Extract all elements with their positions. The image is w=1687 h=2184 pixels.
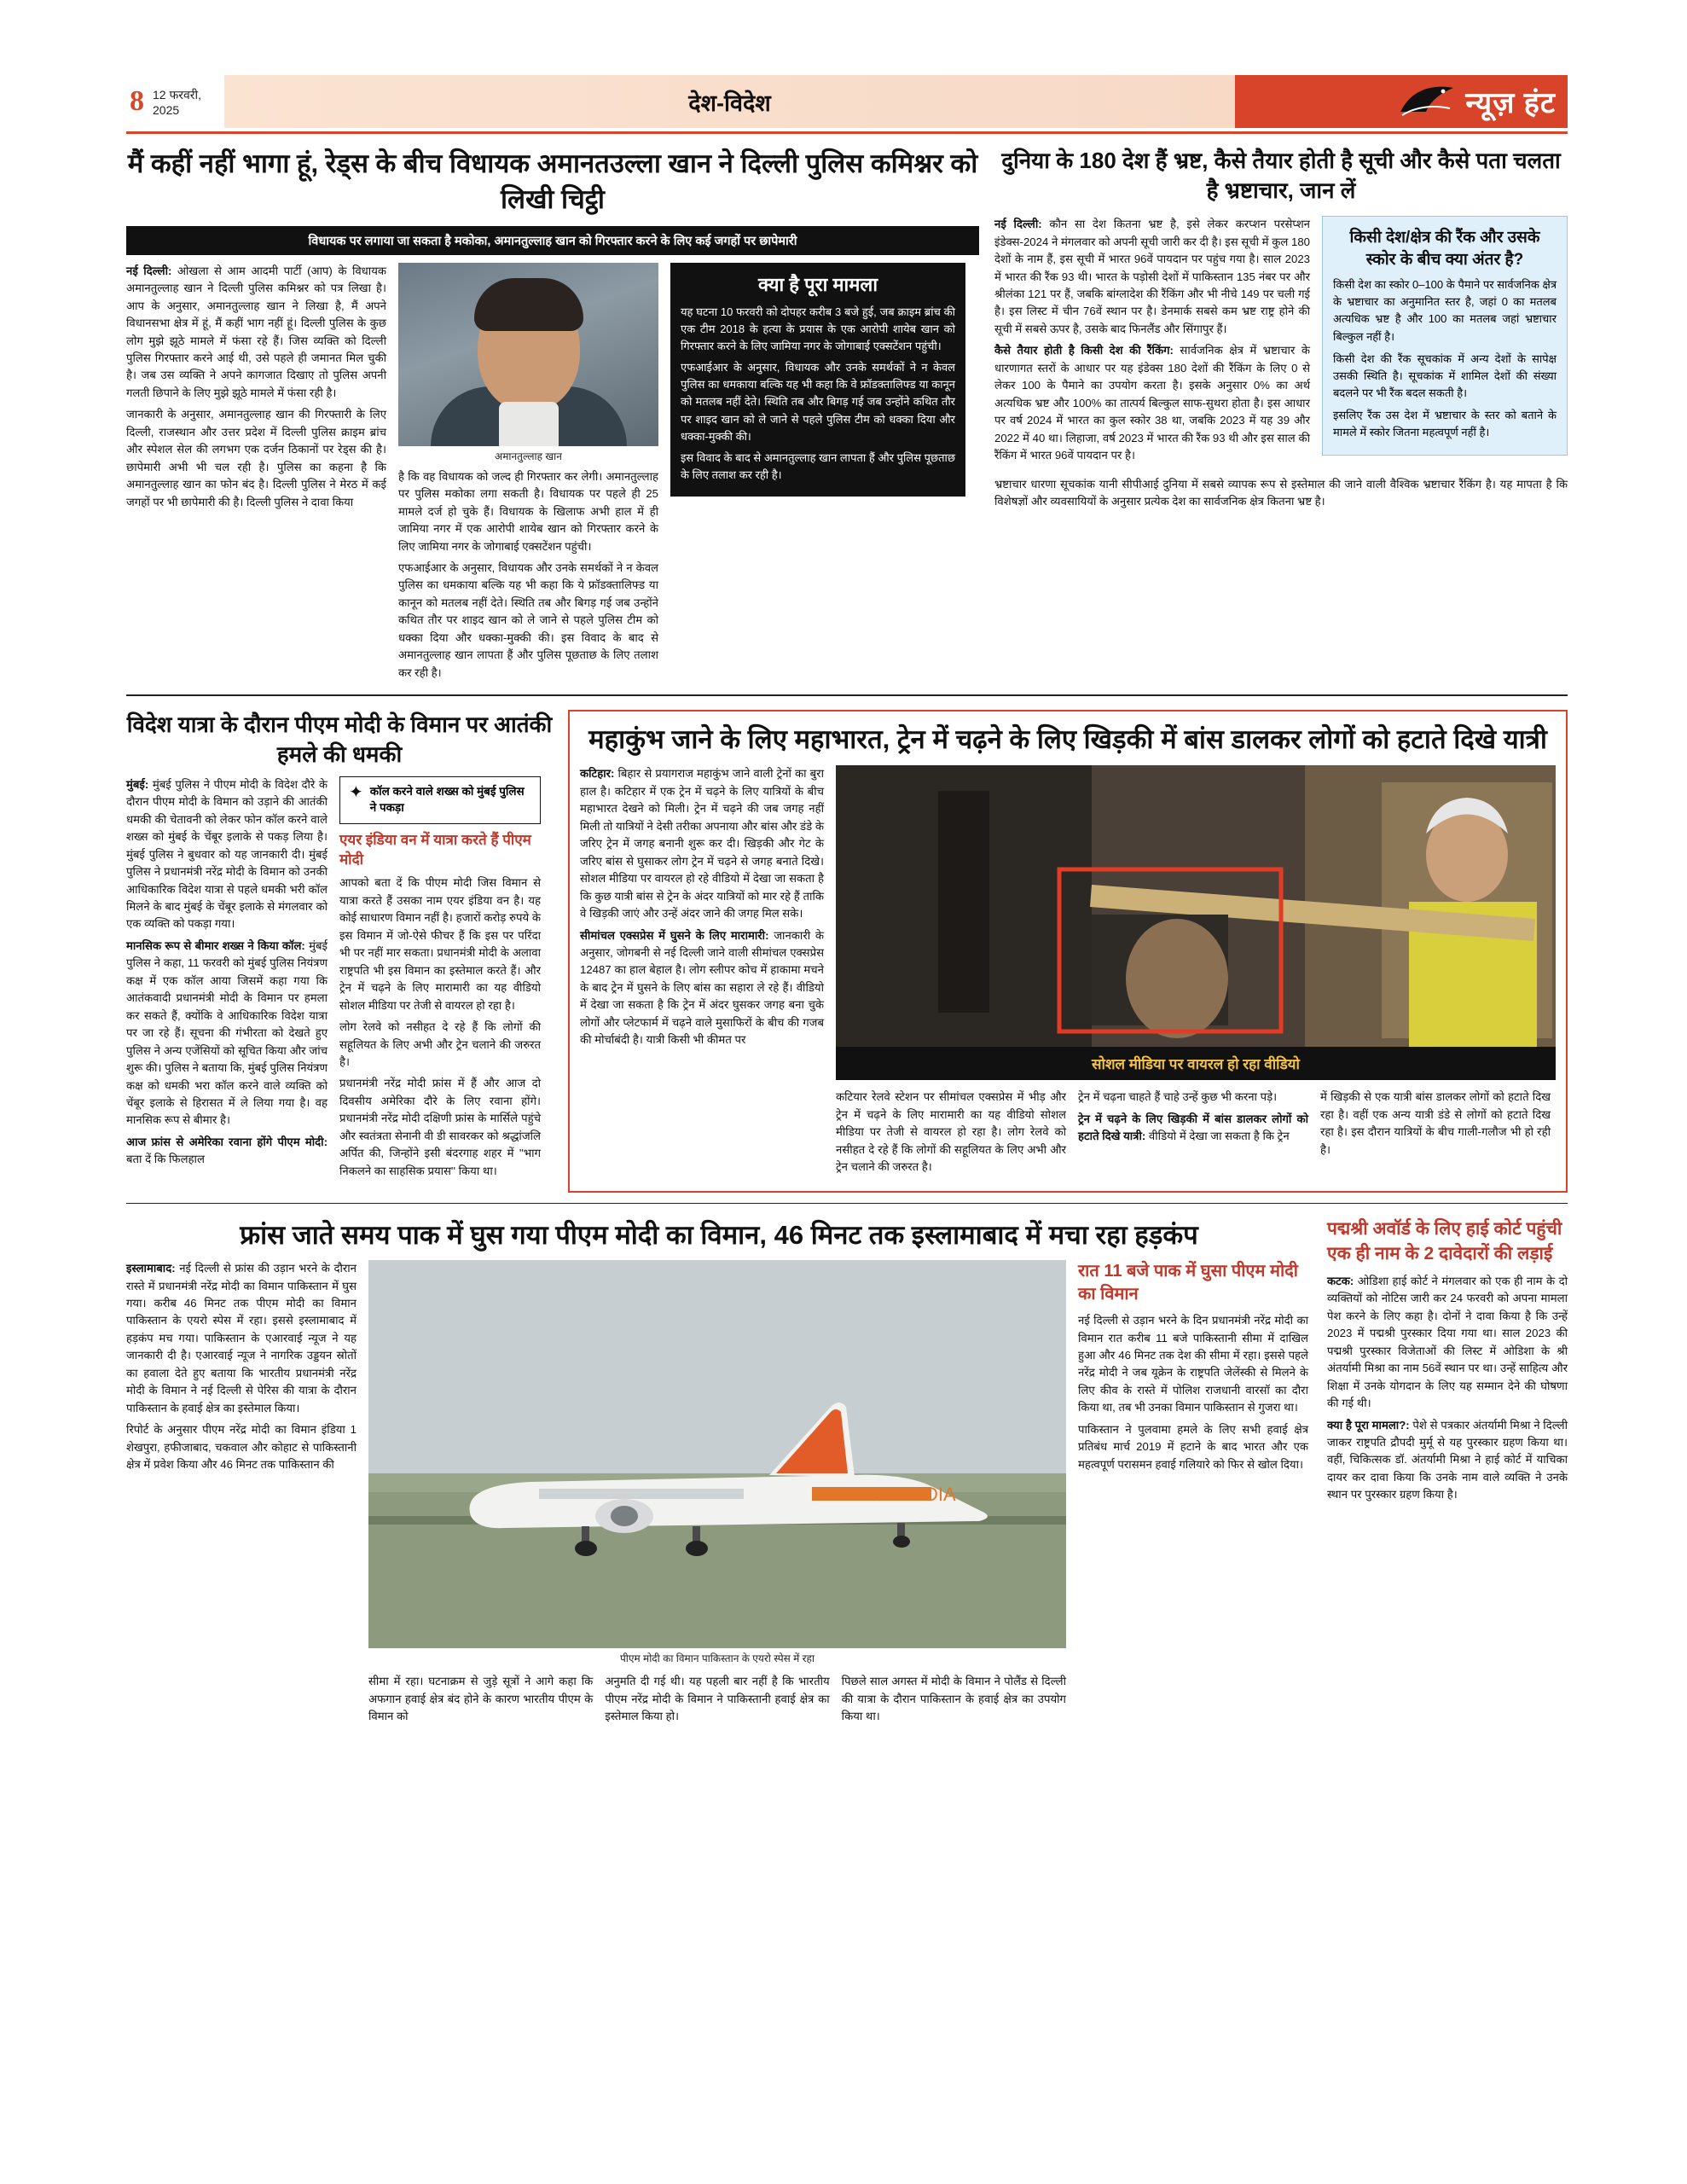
paragraph: ट्रेन में चढ़ने के लिए खिड़की में बांस डालकर लोगों को हटाते दिखे यात्री: वीडियो में देखा जा सकता है कि ट्रेन	[1078, 1112, 1308, 1143]
svg-text:भारत: भारत	[850, 1484, 887, 1506]
story-mahakumbh-headline: महाकुंभ जाने के लिए महाभारत, ट्रेन में चढ़ने के लिए खिड़की में बांस डालकर लोगों को हटाते दिखे यात्री	[588, 723, 1547, 754]
masthead-left	[126, 75, 224, 128]
paragraph: लोग रेलवे को नसीहत दे रहे हैं कि लोगों की सहूलियत के लिए अभी और ट्रेन चलाने की जरुरत है।	[339, 1020, 541, 1068]
photo-caption: अमानतुल्लाह खान	[495, 450, 562, 462]
paragraph: मुंबई: मुंबई पुलिस ने पीएम मोदी के विदेश दौरे के दौरान पीएम मोदी के विमान को उड़ाने की आतंकी धमकी की चेतावनी को लेकर फोन कॉल करने वाले शख्स को मुंबई के चेंबूर इलाके से पकड़ लिया है। मुंबई पुलिस ने बुधवार को यह जानकारी दी। मुंबई पुलिस ने प्रधानमंत्री नरेंद्र मोदी के विमान को उनकी आधिकारिक विदेश यात्रा से पहले धमकी भरी कॉल मिलने के बाद मुंबई के चेंबूर इलाके से मंगलवार को एक व्यक्ति को पकड़ा गया।	[126, 777, 328, 931]
paragraph: इसलिए रैंक उस देश में भ्रष्टाचार के स्तर को बताने के मामले में स्कोर जितना महत्वपूर्ण नहीं है।	[1333, 409, 1557, 439]
paragraph: पिछले साल अगस्त में मोदी के विमान ने पोलैंड से दिल्ली की यात्रा के दौरान पाकिस्तान के हवाई क्षेत्र का उपयोग किया था।	[841, 1675, 1066, 1722]
story-pak-sub3	[842, 1673, 1066, 1729]
story-mahakumbh-sub3	[1320, 1089, 1551, 1180]
subhead: एयर इंडिया वन में यात्रा करते हैं पीएम मोदी	[339, 831, 531, 868]
amanatullah-photo	[398, 263, 658, 446]
story-amanatullah	[126, 146, 979, 686]
bird-icon	[1397, 83, 1457, 120]
video-caption: सोशल मीडिया पर वायरल हो रहा वीडियो	[836, 1047, 1556, 1080]
masthead-rule	[126, 131, 1568, 134]
sidebox-title: किसी देश/क्षेत्र की रैंक और उसके स्कोर के बीच क्या अंतर है?	[1349, 229, 1540, 270]
aircraft-photo	[368, 1260, 1066, 1648]
story-padmashri-headline: पद्मश्री अवॉर्ड के लिए हाई कोर्ट पहुंची एक ही नाम के 2 दावेदारों की लड़ाई	[1327, 1219, 1562, 1263]
story-corruption-col1	[994, 216, 1310, 468]
band-divider	[126, 694, 1568, 696]
story-pak-headline: फ्रांस जाते समय पाक में घुस गया पीएम मोदी का विमान, 46 मिनट तक इस्लामाबाद में मचा रहा हड़कंप	[240, 1220, 1198, 1251]
paragraph: एफआईआर के अनुसार, विधायक और उनके समर्थकों ने न केवल पुलिस का धमकाया बल्कि यह भी कहा कि ये फ्रॉडक्तालिफ्ड या कानून को मतलब नहीं देते। स्थिति तब और बिगड़ गई जब उन्होंने कथित तौर पर शाइद खान को ले जाने से पहले पुलिस टीम को धक्का दिया और धक्का-मुक्की की। इस विवाद के बाद से अमानतुल्लाह खान लापता हैं और पुलिस पूछताछ के लिए तलाश कर रही है।	[398, 561, 658, 679]
story-padmashri	[1327, 1217, 1568, 1729]
story-threat-col2	[339, 776, 541, 1184]
paragraph: अनुमति दी गई थी। यह पहली बार नहीं है कि भारतीय पीएम नरेंद्र मोदी के विमान ने पाकिस्तानी हवाई क्षेत्र का इस्तेमाल किया हो।	[605, 1675, 830, 1722]
story-pak-airspace	[126, 1217, 1312, 1729]
story-corruption	[994, 146, 1568, 686]
story-amanatullah-strapline: विधायक पर लगाया जा सकता है मकोका, अमानतुल्लाह खान को गिरफ्तार करने के लिए कई जगहों पर छापेमारी	[126, 226, 979, 255]
paragraph: किसी देश का स्कोर 0–100 के पैमाने पर सार्वजनिक क्षेत्र के भ्रष्टाचार का अनुमानित स्तर है, जहां 0 का मतलब अत्यधिक भ्रष्ट है और 100 का मतलब जहां भ्रष्टाचार बिल्कुल नहीं है।	[1333, 278, 1557, 343]
paragraph: मानसिक रूप से बीमार शख्स ने किया कॉल: मुंबई पुलिस ने कहा, 11 फरवरी को मुंबई पुलिस नियंत्रण कक्ष में एक कॉल आया जिसमें कहा गया कि आतंकवादी प्रधानमंत्री मोदी के विमान पर हमला कर सकते हैं, क्योंकि वे आधिकारिक विदेश यात्रा पर जा रहे हैं। सूचना की गंभीरता को देखते हुए पुलिस ने अन्य एजेंसियों को सूचित किया और जांच शुरू की। पुलिस ने बताया कि, मुंबई पुलिस नियंत्रण कक्ष को धमकी भरा कॉल करने वाले व्यक्ति को चेंबूर इलाके से हिरासत में ले लिया गया है। वह मानसिक रूप से बीमार है।	[126, 938, 328, 1127]
paragraph: कटियार रेलवे स्टेशन पर सीमांचल एक्सप्रेस में भीड़ और ट्रेन में चढ़ने के लिए मारामारी का यह वीडियो सोशल मीडिया पर तेजी से वायरल हो रहा है। लोग रेलवे को नसीहत दे रहे हैं कि लोगों की सहूलियत के लिए अभी और ट्रेन चलाने की जरुरत है।	[836, 1090, 1066, 1174]
paragraph: कटक: ओडिशा हाई कोर्ट ने मंगलवार को एक ही नाम के दो व्यक्तियों को नोटिस जारी कर 24 फरवरी को अपना मामला पेश करने के लिए कहा है। दोनों ने दावा किया है कि उन्हें 2023 में पद्मश्री पुरस्कार दिया गया था। साल 2023 की पद्मश्री पुरस्कार विजेताओं की लिस्ट में ओडिशा के श्री अंतर्यामी मिश्रा का नाम 56वें स्थान पर था। उन्हें साहित्य और शिक्षा में उनके योगदान के लिए यह सम्मान देने की घोषणा की गई थी।	[1327, 1274, 1568, 1410]
story-pak-sub2	[605, 1673, 829, 1729]
paragraph: इस विवाद के बाद से अमानतुल्लाह खान लापता हैं और पुलिस पूछताछ के लिए तलाश कर रही है।	[681, 450, 955, 481]
story-corruption-footer: भ्रष्टाचार धारणा सूचकांक यानी सीपीआई दुनिया में सबसे व्यापक रूप से इस्तेमाल की जाने वाली वैश्विक भ्रष्टाचार रैंकिंग है। यह मापता है कि विशेषज्ञों और व्यवसायियों के अनुसार प्रत्येक देश का सार्वजनिक क्षेत्र कितना भ्रष्ट है।	[994, 477, 1568, 508]
paragraph: किसी देश की रैंक सूचकांक में अन्य देशों के सापेक्ष उसकी स्थिति है। सूचकांक में शामिल देशों की संख्या बदलने पर भी रैंक बदल सकती है।	[1333, 351, 1557, 400]
paragraph: प्रधानमंत्री नरेंद्र मोदी फ्रांस में हैं और आज दो दिवसीय अमेरिका दौरे के लिए रवाना होंगे। प्रधानमंत्री नरेंद्र मोदी दक्षिणी फ्रांस के मार्सिले पहुंचे और स्वतंत्रता सेनानी वी डी सावरकर को श्रद्धांजलि अर्पित की, जिन्होंने इसी बंदरगाह शहर में ''भाग निकलने का साहसिक प्रयास'' किया था।	[339, 1077, 541, 1177]
paragraph: जानकारी के अनुसार, अमानतुल्लाह खान की गिरफ्तारी के लिए दिल्ली, राजस्थान और उत्तर प्रदेश में दिल्ली पुलिस क्राइम ब्रांच और स्पेशल सेल की लगभग एक दर्जन ठिकानों पर रेड्स की है। छापेमारी अभी भी चल रही है। पुलिस का कहना है कि अमानतुल्लाह खान का फोन बंद है। दिल्ली पुलिस ने मेरठ में कई जगहों पर भी छापेमारी की है। दिल्ली पुलिस ने दावा किया	[126, 408, 386, 508]
paragraph: है कि वह विधायक को जल्द ही गिरफ्तार कर लेगी। अमानतुल्लाह पर पुलिस मकोका लगा सकती है। विधायक पर पहले ही 25 मामले दर्ज हो चुके हैं। विधायक के खिलाफ अभी हाल में ही जामिया नगर में एक आरोपी शायेब खान को गिरफ्तार करने के लिए जामिया नगर के जोगाबाई एक्सटेंशन पहुंची।	[398, 469, 658, 553]
story-pak-sub1	[368, 1673, 593, 1729]
section-title: देश-विदेश	[688, 90, 771, 116]
logo-block	[1235, 75, 1568, 128]
paragraph: नई दिल्ली: ओखला से आम आदमी पार्टी (आप) के विधायक अमानतुल्लाह खान ने दिल्ली पुलिस कमिश्नर को पत्र लिखा है। आप के अनुसार, अमानतुल्लाह खान ने लिखा है, मैं अपने विधानसभा क्षेत्र में हूं, मैं कहीं भाग नहीं हूं। दिल्ली पुलिस के कुछ लोग मुझे झूठे मामले में फंसा रहे हैं। जिस व्यक्ति को दिल्ली पुलिस गिरफ्तार करने आई थी, उसे पहले ही जमानत मिल चुकी है। जब उस व्यक्ति ने अपने कागजात दिखाए तो पुलिस अपनी गलती छिपाने के लिए मुझे झूठे मामले में फंसा रही है।	[126, 264, 386, 399]
story-mahakumbh-col1	[580, 765, 824, 1180]
paragraph: यह घटना 10 फरवरी को दोपहर करीब 3 बजे हुई, जब क्राइम ब्रांच की एक टीम 2018 के हत्या के प्रयास के एक आरोपी शायेब खान को गिरफ्तार करने के लिए जामिया नगर के जोगाबाई एक्सटेंशन पहुंची।	[681, 305, 955, 352]
paragraph: में खिड़की से एक यात्री बांस डालकर लोगों को हटाते दिख रहा है। वहीं एक अन्य यात्री डंडे से लोगों को हटाते दिख रहा है। इस दौरान यात्रियों के बीच गाली-गलौज भी हो रही है।	[1320, 1090, 1551, 1156]
highlight-tag-label: कॉल करने वाले शख्स को मुंबई पुलिस ने पकड़ा	[369, 784, 525, 814]
paragraph: क्या है पूरा मामला?: पेशे से पत्रकार अंतर्यामी मिश्रा ने दिल्ली जाकर राष्ट्रपति द्रौपदी मुर्मू से यह पुरस्कार ग्रहण किया था। वहीं, चिकित्सक डॉ. अंतर्यामी मिश्रा ने हाई कोर्ट में याचिका दायर कर दावा किया कि उनके नाम वाले व्यक्ति ने उनके स्थान पर पुरस्कार ग्रहण किया है।	[1327, 1418, 1568, 1502]
story-threat-col1	[126, 776, 328, 1184]
paragraph: पाकिस्तान ने पुलवामा हमले के लिए सभी हवाई क्षेत्र प्रतिबंध मार्च 2019 में हटाने के बाद भारत और एक महत्वपूर्ण परासमन हवाई गलियारे को फिर से खोल दिया।	[1078, 1422, 1308, 1471]
paragraph: सीमा में रहा। घटनाक्रम से जुड़े सूत्रों ने आगे कहा कि अफगान हवाई क्षेत्र बंद होने के कारण भारतीय पीएम के विमान को	[368, 1675, 594, 1722]
train-photo	[836, 765, 1556, 1047]
story-mahakumbh	[568, 710, 1568, 1193]
story-threat-headline: विदेश यात्रा के दौरान पीएम मोदी के विमान पर आतंकी हमले की धमकी	[126, 711, 553, 767]
bottom-band	[126, 1217, 1568, 1729]
paragraph: आपको बता दें कि पीएम मोदी जिस विमान से यात्रा करते हैं उसका नाम एयर इंडिया वन है। यह कोई साधारण विमान नहीं है। हजारों करोड़ रुपये के इस विमान में जो-ऐसे फीचर हैं कि इस पर परिंदा भी पर नहीं मार सकता। प्रधानमंत्री मोदी के अलावा राष्ट्रपति भी इस विमान का इस्तेमाल करते हैं। और ट्रेन में चढ़ने के लिए मारामारी का यह वीडियो सोशल मीडिया पर तेजी से वायरल हो रहा है।	[339, 876, 541, 1012]
story-amanatullah-col2	[398, 263, 658, 686]
paragraph: नई दिल्ली: कौन सा देश कितना भ्रष्ट है, इसे लेकर करप्शन परसेप्शन इंडेक्स-2024 ने मंगलवार को अपनी सूची जारी कर दी है। इस सूची में कुल 180 देशों के नाम हैं, इस सूची में भारत 96वें पायदान पर पहुंच गया है। साल 2023 में भारत की रैंक 93 थी। भारत के पड़ोसी देशों में पाकिस्तान 135 नंबर पर और श्रीलंका 121 पर हैं, जबकि बांग्लादेश की रैंकिंग और भी नीचे 149 पर चली गई है। इस लिस्ट में चीन 76वें स्थान पर है। डेनमार्क सबसे कम भ्रष्ट राष्ट्र होने की सूची में सबसे ऊपर है, उसके बाद फिनलैंड और सिंगापुर हैं।	[994, 218, 1310, 335]
paragraph: नई दिल्ली से उड़ान भरने के दिन प्रधानमंत्री नरेंद्र मोदी का विमान रात करीब 11 बजे पाकिस्तानी सीमा में दाखिल हुआ और 46 मिनट तक देश की सीमा में रहा। इससे पहले नरेंद्र मोदी ने जब यूक्रेन के राष्ट्रपति जेलेंस्की से मिलने के लिए कीव के रास्ते में पोलिश राजधानी वारसॉ का दौरा किया था, तब भी उनका विमान पाकिस्तान से गुजरा था।	[1078, 1314, 1308, 1414]
story-corruption-headline: दुनिया के 180 देश हैं भ्रष्ट, कैसे तैयार होती है सूची और कैसे पता चलता है भ्रष्टाचार, जान लें	[1001, 148, 1561, 204]
paragraph: ट्रेन में चढ़ना चाहते हैं चाहे उन्हें कुछ भी करना पड़े।	[1078, 1090, 1278, 1104]
story-amanatullah-sidebox	[670, 263, 965, 686]
section-title-bar	[224, 75, 1235, 128]
highlight-tag	[339, 776, 541, 824]
issue-date: 12 फरवरी, 2025	[153, 87, 202, 117]
story-amanatullah-col1	[126, 263, 386, 686]
sidebox-dark	[670, 263, 965, 497]
story-mahakumbh-sub2	[1078, 1089, 1308, 1180]
story-amanatullah-headline: मैं कहीं नहीं भागा हूं, रेड्स के बीच विधायक अमानतउल्ला खान ने दिल्ली पुलिस कमिश्नर को लिखी चिट्ठी	[127, 148, 978, 214]
story-pak-media	[368, 1260, 1066, 1729]
paragraph: आज फ्रांस से अमेरिका रवाना होंगे पीएम मोदी: बता दें कि फिलहाल	[126, 1135, 328, 1166]
story-corruption-col2	[1322, 216, 1568, 468]
band-divider-2	[126, 1203, 1568, 1205]
masthead	[126, 75, 1568, 128]
paragraph: कैसे तैयार होती है किसी देश की रैंकिंग: सार्वजनिक क्षेत्र में भ्रष्टाचार के धारणागत स्तरों के आधार पर यह इंडेक्स 180 देशों की रैंकिंग के लिए 0 से लेकर 100 के पैमाने का उपयोग करता है। इसके अनुसार 0% का अर्थ अत्यधिक भ्रष्ट और 100% का तात्पर्य बिल्कुल साफ-सुथरा होता है। इस आधार पर वर्ष 2024 में भारत का कुल स्कोर 38 था, जबकि 2023 में यह 39 और 2022 में 40 था। लिहाजा, वर्ष 2023 में भारत की रैंक 93 थी और इस साल की रैंकिंग में भारत 96वें पायदान पर है।	[994, 344, 1310, 462]
sidebox-title: क्या है पूरा मामला	[757, 273, 878, 295]
paragraph: इस्लामाबाद: नई दिल्ली से फ्रांस की उड़ान भरने के दौरान रास्ते में प्रधानमंत्री नरेंद्र मोदी का विमान पाकिस्तान में घुस गया। करीब 46 मिनट तक पीएम मोदी का विमान पाकिस्तान के एयरो स्पेस में रहा। इससे इस्लामाबाद में हड़कंप मच गया। पाकिस्तान के एआरवाई न्यूज ने यह जानकारी दी है। एआरवाई न्यूज ने नागरिक उड्डयन स्रोतों का हवाला देते हुए बताया कि भारतीय प्रधानमंत्री नरेंद्र मोदी के विमान ने नई दिल्ली से पेरिस की यात्रा के दौरान पाकिस्तान के हवाई क्षेत्र का इस्तेमाल किया।	[126, 1262, 357, 1414]
top-band	[126, 146, 1568, 686]
sidebox-blue	[1322, 216, 1568, 456]
paragraph: सीमांचल एक्सप्रेस में घुसने के लिए मारामारी: जानकारी के अनुसार, जोगबनी से नई दिल्ली जाने वाली सीमांचल एक्सप्रेस 12487 का हाल बेहाल है। लोग स्लीपर कोच में हाकामा मचने के बाद ट्रेन में घुसने के लिए बांस का सहारा ले रहे हैं। वीडियो में देखा जा सकता है कि ट्रेन में अंदर घुसकर जगह बना चुके लोगों और प्लेटफार्म में चढ़ने वाले मुसाफिरों के बीच की गजब की मोर्चाबंदी है। यात्री किसी भी कीमत पर	[580, 928, 825, 1047]
paragraph: एफआईआर के अनुसार, विधायक और उनके समर्थकों ने न केवल पुलिस का धमकाया बल्कि यह भी कहा कि वे फ्रॉडक्तालिफ्ड या कानून को मतलब नहीं देते। स्थिति तब और बिगड़ गई जब उन्होंने कथित तौर पर शाइद खान को ले जाने से पहले पुलिस टीम को धक्का दिया और धक्का-मुक्की की।	[681, 361, 955, 443]
story-threat-call	[126, 710, 553, 1193]
paragraph: कटिहार: बिहार से प्रयागराज महाकुंभ जाने वाली ट्रेनों का बुरा हाल है। कटिहार में एक ट्रेन में चढ़ने के लिए यात्रियों के बीच महाभारत देखने को मिली। ट्रेन में चढ़ने की जब जगह नहीं मिली तो यात्रियों ने देसी तरीका अपनाया और बांस और डंडे के जरिए ट्रेन में जगह बनानी शुरू कर दी। खिड़की और गेट के जरिए बांस से घुसाकर लोग ट्रेन में चढ़ने से जगह बनाते दिखे। सोशल मीडिया पर वायरल हो रहे वीडियो में देखा जा सकता है कि कुछ यात्री बांस से ट्रेन के अंदर यात्रियों को मार रहे हैं ताकि वे खिड़की जाएं और उन्हें अंदर जाने की जगह मिल सके।	[580, 767, 824, 921]
paragraph: रिपोर्ट के अनुसार पीएम नरेंद्र मोदी का विमान इंडिया 1 शेखपुरा, हफीजाबाद, चकवाल और कोहाट से पाकिस्तानी क्षेत्र में प्रवेश किया और 46 मिनट तक पाकिस्तान की	[126, 1423, 357, 1472]
brand-logo-text: न्यूज़ हंट	[1465, 87, 1556, 119]
sidebox-title: रात 11 बजे पाक में घुसा पीएम मोदी का विमान	[1078, 1262, 1298, 1304]
svg-text:INDIA: INDIA	[906, 1484, 956, 1506]
photo-caption: पीएम मोदी का विमान पाकिस्तान के एयरो स्पेस में रहा	[619, 1653, 815, 1665]
spark-icon: ✦	[349, 782, 363, 802]
middle-band	[126, 710, 1568, 1193]
page-number: 8	[130, 85, 144, 117]
story-mahakumbh-sub1	[836, 1089, 1066, 1180]
story-mahakumbh-media	[836, 765, 1556, 1180]
story-pak-sidebox	[1078, 1260, 1308, 1729]
story-pak-col1	[126, 1260, 357, 1729]
